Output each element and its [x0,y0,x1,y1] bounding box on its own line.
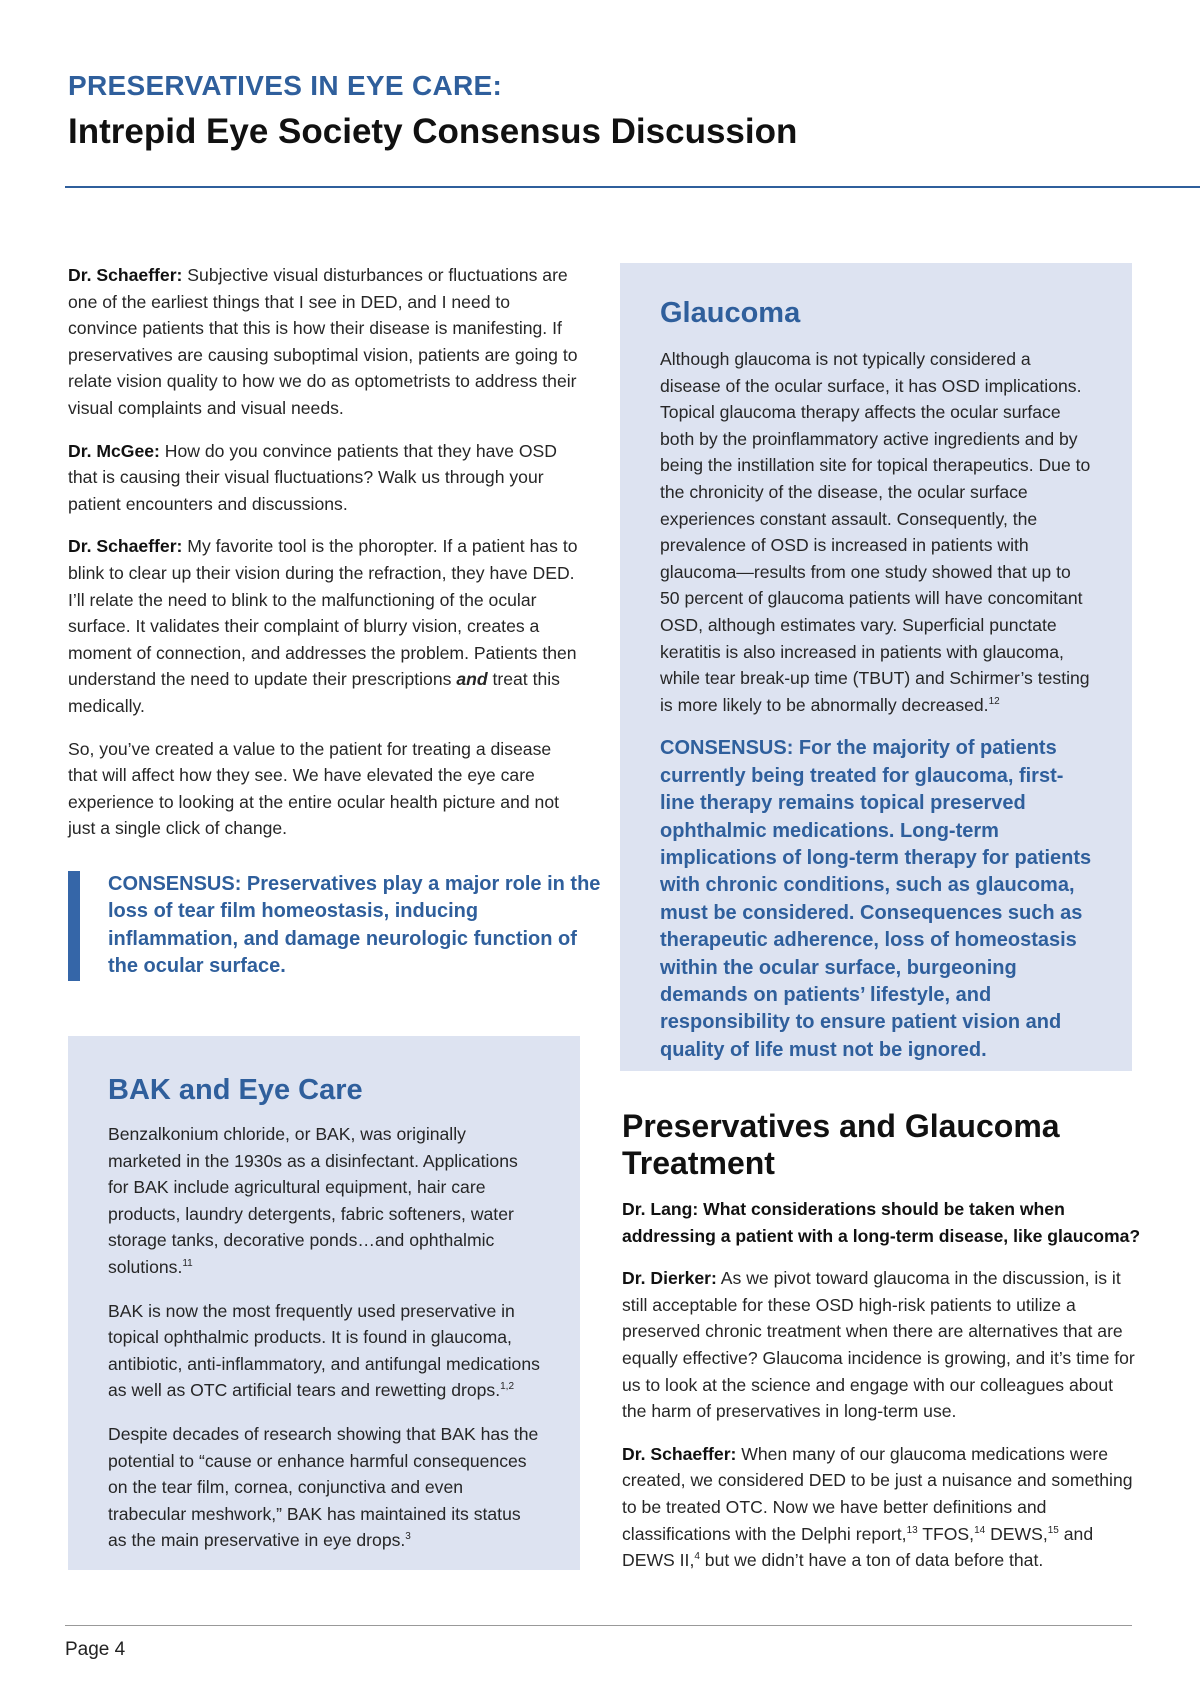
paragraph-text: When many of our glaucoma medications were created, we considered DED to be just a nuisance and something to be treated OTC. Now we have better definitions and classifications with the Delphi report, [622,1443,1133,1544]
page-title: Intrepid Eye Society Consensus Discussion [68,112,798,151]
paragraph-text: Benzalkonium chloride, or BAK, was originally marketed in the 1930s as a disinfectant. Applications for BAK include agricultural equipment, hair care products, laundry detergents, fabric softeners, water storage tanks, decorative ponds…and ophthalmic solutions. [108,1124,518,1277]
paragraph-schaeffer-1 [68,262,578,422]
reference-superscript: 12 [988,695,1000,707]
paragraph-text: but we didn’t have a ton of data before that. [699,1550,1044,1571]
paragraph-dierker [622,1265,1142,1425]
page-number: Page 4 [65,1639,126,1660]
paragraph-text: DEWS, [985,1523,1048,1544]
bak-heading: BAK and Eye Care [108,1074,363,1106]
speaker-name: Dr. McGee: [68,440,160,461]
speaker-name: Dr. Schaeffer: [68,265,183,285]
paragraph-schaeffer-3 [622,1441,1142,1574]
glaucoma-sidebar-box [620,263,1132,1071]
paragraph-text: and DEWS II, [622,1523,1094,1571]
paragraph-text: My favorite tool is the phoropter. If a patient has to blink to clear up their vision during the refraction, they have DED. I’ll relate the need to blink to the malfunctioning of the ocular surface. It validates their complaint of blurry vision, creates a moment of connection, and addresses the problem. Patients then understand the need to update their prescriptions [68,536,578,690]
paragraph-text: Although glaucoma is not typically considered a disease of the ocular surface, it has OSD implications. Topical glaucoma therapy affects the ocular surface both by the proinflammatory active ingredients and by being the instillation site for topical therapeutics. Due to the chronicity of the disease, the ocular surface experiences constant assault. Consequently, the prevalence of OSD is increased in patients with glaucoma—results from one study showed that up to 50 percent of glaucoma patients will have concomitant OSD, although estimates vary. Superficial punctate keratitis is also increased in patients with glaucoma, while tear break-up time (TBUT) and Schirmer’s testing is more likely to be abnormally decreased. [660,349,1091,715]
consensus-text: CONSENSUS: Preservatives play a major role in the loss of tear film homeostasis, inducing inflammation, and damage neurologic function of the ocular surface. [108,873,601,978]
paragraph-text: treat this medically. [68,669,560,716]
reference-superscript: 14 [974,1524,986,1536]
bak-paragraph-1 [108,1121,540,1281]
reference-superscript: 15 [1047,1524,1059,1536]
bak-paragraph-2 [108,1298,540,1404]
paragraph-text: How do you convince patients that they have OSD that is causing their visual fluctuations? Walk us through your patient encounters and discussions. [68,440,557,514]
page-header [68,70,797,152]
speaker-name: Dr. Schaeffer: [68,536,183,557]
section-heading: Preservatives and Glaucoma Treatment [622,1108,1060,1181]
emphasis-text: and [456,669,488,690]
left-column [68,262,578,858]
reference-superscript: 4 [694,1551,700,1563]
reference-superscript: 1,2 [500,1381,515,1393]
header-divider [65,186,1200,188]
lang-question: Dr. Lang: What considerations should be taken when addressing a patient with a long-term disease, like glaucoma? [622,1199,1141,1246]
reference-superscript: 11 [182,1258,193,1270]
glaucoma-paragraph [660,346,1092,718]
paragraph-mcgee [68,438,578,518]
paragraph-schaeffer-2 [68,533,578,719]
paragraph-text: Despite decades of research showing that BAK has the potential to “cause or enhance harmful consequences on the tear film, cornea, conjunctiva and even trabecular meshwork,” BAK has maintained its status as the main preservative in eye drops. [108,1423,539,1551]
consensus-callout [68,871,608,981]
paragraph-text: As we pivot toward glaucoma in the discussion, is it still acceptable for these OSD high-risk patients to utilize a preserved chronic treatment when there are alternatives that are equally effective? Glaucoma incidence is growing, and it’s time for us to look at the science and engage with our colleagues about the harm of preservatives in long-term use. [622,1268,1135,1422]
right-column [622,1108,1142,1590]
glaucoma-heading: Glaucoma [660,297,801,329]
paragraph-value: So, you’ve created a value to the patient for treating a disease that will affect how they see. We have elevated the eye care experience to looking at the entire ocular health picture and not just a single click of change. [68,738,559,839]
bak-sidebar-box [68,1036,580,1570]
paragraph-text: TFOS, [917,1523,975,1544]
bak-paragraph-3 [108,1421,540,1554]
reference-superscript: 3 [405,1531,411,1543]
reference-superscript: 13 [906,1524,918,1536]
speaker-name: Dr. Dierker: [622,1268,717,1289]
glaucoma-consensus: CONSENSUS: For the majority of patients currently being treated for glaucoma, first-line therapy remains topical preserved ophthalmic medications. Long-term implications of long-term therapy for patients with chronic conditions, such as glaucoma, must be considered. Consequences such as therapeutic adherence, loss of homeostasis within the ocular surface, burgeoning demands on patients’ lifestyle, and responsibility to ensure patient vision and quality of life must not be ignored. [660,737,1092,1061]
paragraph-text: BAK is now the most frequently used preservative in topical ophthalmic products. It is found in glaucoma, antibiotic, anti-inflammatory, and antifungal medications as well as OTC artificial tears and rewetting drops. [108,1300,540,1401]
paragraph-text: Subjective visual disturbances or fluctuations are one of the earliest things that I see in DED, and I need to convince patients that this is how their disease is manifesting. If preservatives are causing suboptimal vision, patients are going to relate vision quality to how we do as optometrists to address their visual complaints and visual needs. [68,265,578,418]
footer-divider [65,1625,1132,1626]
speaker-name: Dr. Schaeffer: [622,1443,737,1464]
section-kicker: PRESERVATIVES IN EYE CARE: [68,70,503,101]
